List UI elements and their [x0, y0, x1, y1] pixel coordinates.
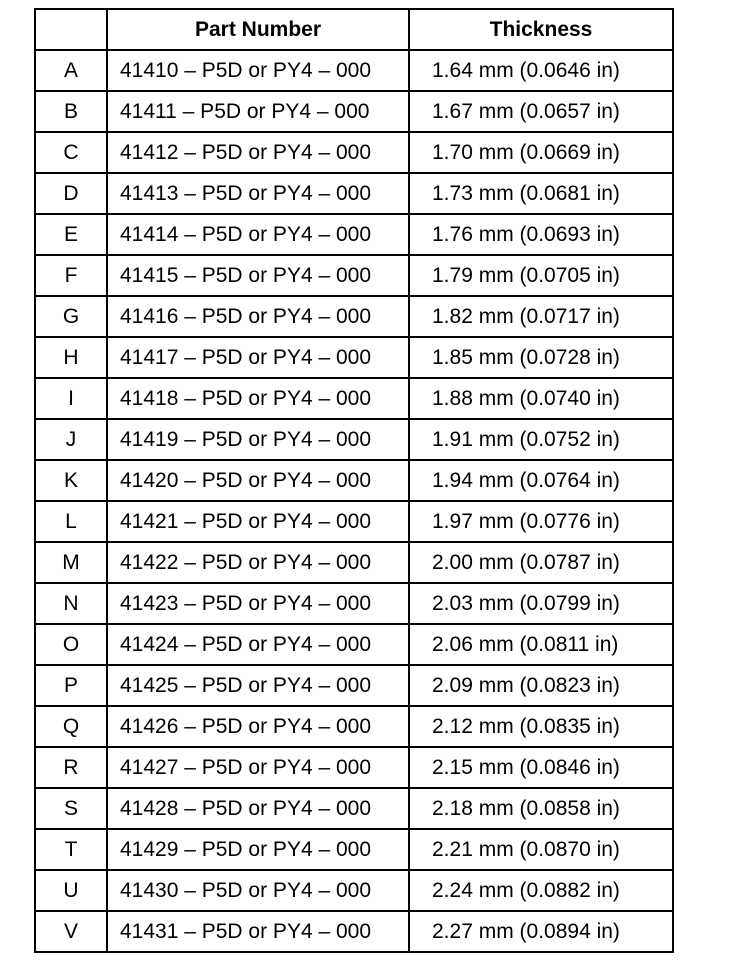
row-part-number: 41420 – P5D or PY4 – 000: [107, 460, 409, 501]
row-thickness: 2.27 mm (0.0894 in): [409, 911, 673, 952]
table-row: [35, 665, 673, 706]
row-part-number: 41431 – P5D or PY4 – 000: [107, 911, 409, 952]
header-thickness: Thickness: [409, 9, 673, 50]
row-thickness: 2.03 mm (0.0799 in): [409, 583, 673, 624]
row-letter: G: [35, 296, 107, 337]
row-part-number: 41414 – P5D or PY4 – 000: [107, 214, 409, 255]
row-part-number: 41424 – P5D or PY4 – 000: [107, 624, 409, 665]
header-letter: [35, 9, 107, 50]
row-part-number: 41421 – P5D or PY4 – 000: [107, 501, 409, 542]
table-row: [35, 747, 673, 788]
row-part-number: 41416 – P5D or PY4 – 000: [107, 296, 409, 337]
table-row: [35, 214, 673, 255]
table-row: [35, 337, 673, 378]
row-thickness: 1.97 mm (0.0776 in): [409, 501, 673, 542]
row-part-number: 41429 – P5D or PY4 – 000: [107, 829, 409, 870]
table-row: [35, 378, 673, 419]
row-thickness: 1.79 mm (0.0705 in): [409, 255, 673, 296]
header-row: [35, 9, 673, 50]
row-letter: A: [35, 50, 107, 91]
row-part-number: 41417 – P5D or PY4 – 000: [107, 337, 409, 378]
row-thickness: 1.76 mm (0.0693 in): [409, 214, 673, 255]
row-part-number: 41422 – P5D or PY4 – 000: [107, 542, 409, 583]
row-letter: E: [35, 214, 107, 255]
row-letter: I: [35, 378, 107, 419]
shim-selection-table: [34, 8, 674, 953]
row-part-number: 41412 – P5D or PY4 – 000: [107, 132, 409, 173]
table-header: [35, 9, 673, 50]
table-row: [35, 583, 673, 624]
table-body: [35, 50, 673, 952]
row-thickness: 2.06 mm (0.0811 in): [409, 624, 673, 665]
row-part-number: 41415 – P5D or PY4 – 000: [107, 255, 409, 296]
row-part-number: 41411 – P5D or PY4 – 000: [107, 91, 409, 132]
row-letter: V: [35, 911, 107, 952]
table-row: [35, 419, 673, 460]
row-thickness: 1.67 mm (0.0657 in): [409, 91, 673, 132]
row-letter: J: [35, 419, 107, 460]
table-row: [35, 50, 673, 91]
row-letter: C: [35, 132, 107, 173]
table-row: [35, 91, 673, 132]
row-letter: U: [35, 870, 107, 911]
row-part-number: 41419 – P5D or PY4 – 000: [107, 419, 409, 460]
row-thickness: 1.82 mm (0.0717 in): [409, 296, 673, 337]
table-row: [35, 788, 673, 829]
row-letter: R: [35, 747, 107, 788]
row-letter: D: [35, 173, 107, 214]
row-thickness: 2.00 mm (0.0787 in): [409, 542, 673, 583]
row-thickness: 1.91 mm (0.0752 in): [409, 419, 673, 460]
row-part-number: 41425 – P5D or PY4 – 000: [107, 665, 409, 706]
table-row: [35, 870, 673, 911]
row-letter: T: [35, 829, 107, 870]
row-thickness: 2.15 mm (0.0846 in): [409, 747, 673, 788]
table-row: [35, 829, 673, 870]
row-thickness: 2.24 mm (0.0882 in): [409, 870, 673, 911]
table-row: [35, 132, 673, 173]
row-part-number: 41410 – P5D or PY4 – 000: [107, 50, 409, 91]
table-row: [35, 624, 673, 665]
row-letter: P: [35, 665, 107, 706]
row-thickness: 2.12 mm (0.0835 in): [409, 706, 673, 747]
row-thickness: 1.73 mm (0.0681 in): [409, 173, 673, 214]
row-letter: L: [35, 501, 107, 542]
row-thickness: 1.64 mm (0.0646 in): [409, 50, 673, 91]
row-letter: F: [35, 255, 107, 296]
table-row: [35, 706, 673, 747]
table-row: [35, 296, 673, 337]
table-row: [35, 911, 673, 952]
row-thickness: 1.88 mm (0.0740 in): [409, 378, 673, 419]
table-row: [35, 173, 673, 214]
row-thickness: 2.18 mm (0.0858 in): [409, 788, 673, 829]
row-letter: Q: [35, 706, 107, 747]
table-row: [35, 542, 673, 583]
row-thickness: 1.94 mm (0.0764 in): [409, 460, 673, 501]
row-part-number: 41413 – P5D or PY4 – 000: [107, 173, 409, 214]
row-letter: H: [35, 337, 107, 378]
row-letter: N: [35, 583, 107, 624]
row-thickness: 2.21 mm (0.0870 in): [409, 829, 673, 870]
row-part-number: 41427 – P5D or PY4 – 000: [107, 747, 409, 788]
row-letter: S: [35, 788, 107, 829]
row-letter: K: [35, 460, 107, 501]
header-part-number: Part Number: [107, 9, 409, 50]
row-thickness: 1.85 mm (0.0728 in): [409, 337, 673, 378]
table-row: [35, 460, 673, 501]
row-part-number: 41430 – P5D or PY4 – 000: [107, 870, 409, 911]
row-thickness: 1.70 mm (0.0669 in): [409, 132, 673, 173]
row-part-number: 41428 – P5D or PY4 – 000: [107, 788, 409, 829]
row-part-number: 41423 – P5D or PY4 – 000: [107, 583, 409, 624]
row-part-number: 41418 – P5D or PY4 – 000: [107, 378, 409, 419]
table-row: [35, 501, 673, 542]
row-part-number: 41426 – P5D or PY4 – 000: [107, 706, 409, 747]
row-letter: M: [35, 542, 107, 583]
row-letter: O: [35, 624, 107, 665]
table-row: [35, 255, 673, 296]
row-letter: B: [35, 91, 107, 132]
row-thickness: 2.09 mm (0.0823 in): [409, 665, 673, 706]
